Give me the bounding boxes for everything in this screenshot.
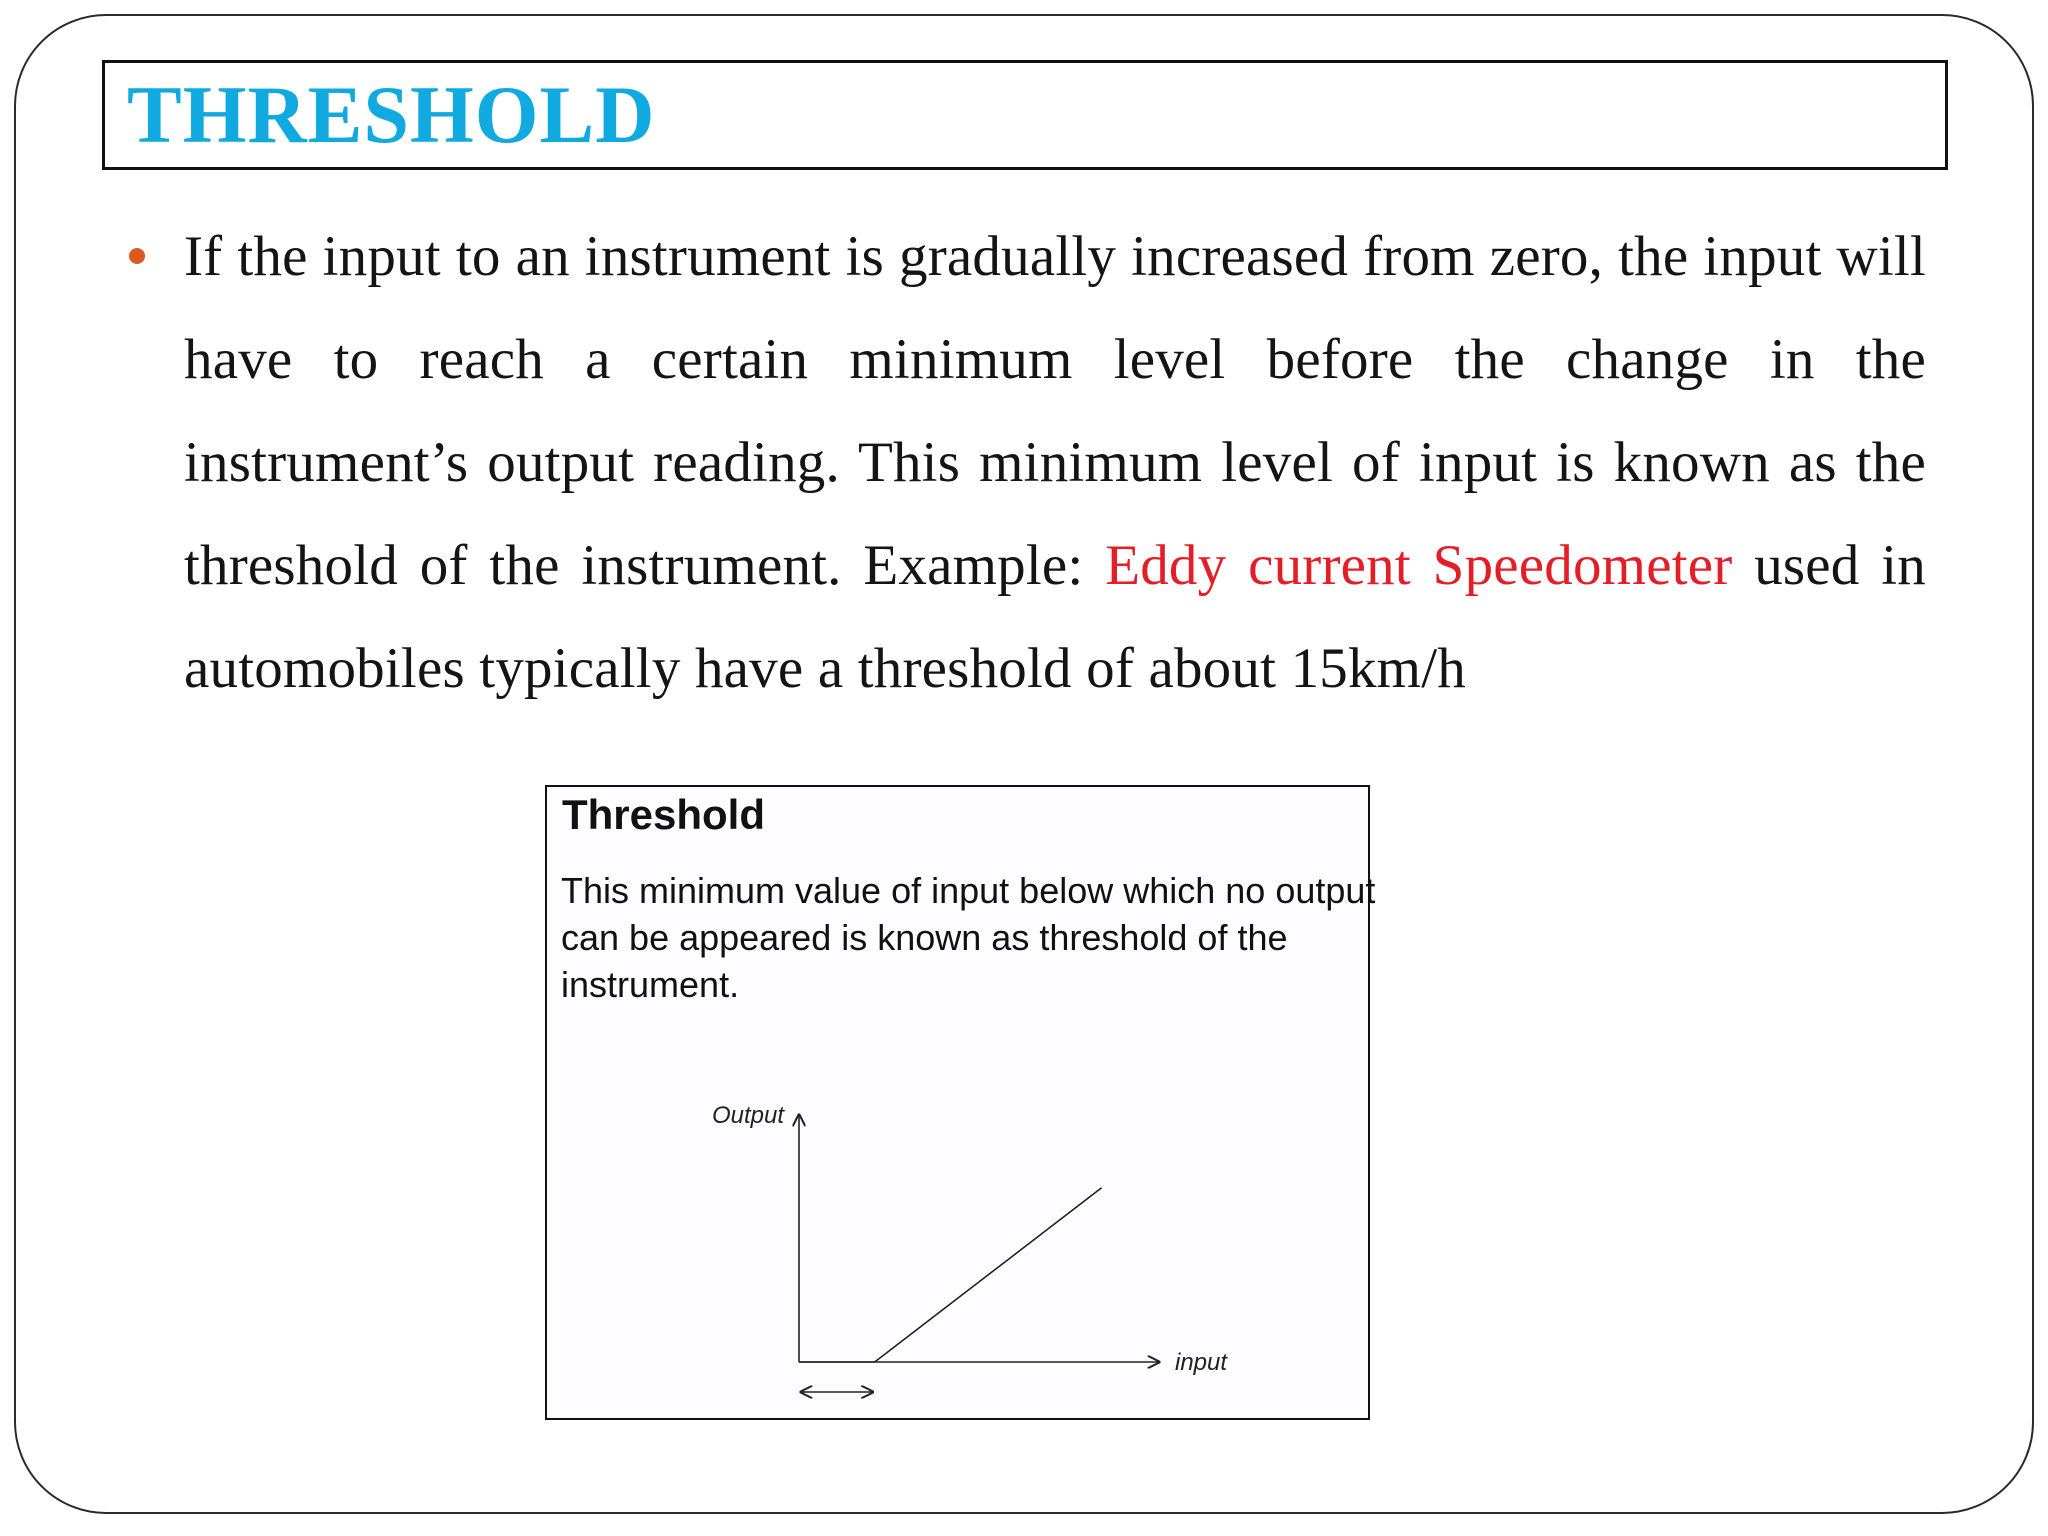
threshold-chart (547, 787, 1368, 1418)
paragraph-text-before: If the input to an instrument is gradually increased from zero, the input will have to reach a certain minimum level before the change in the instrument’s output reading. This minimum level of input is known as the threshold of the instrument. Example: (184, 225, 1926, 597)
x-axis-label: input (1175, 1349, 1228, 1376)
paragraph-text-after: used in automobiles typically have a threshold of about 15km/h (184, 534, 1926, 700)
figure-description: This minimum value of input below which no output can be appeared is known as threshold of the instrument. (561, 870, 1376, 1005)
paragraph-highlight: Eddy current Speedometer (1105, 534, 1733, 597)
y-axis-label: Output (711, 1102, 784, 1129)
figure-title: Threshold (562, 791, 766, 838)
bullet-dot (129, 248, 145, 264)
title-box (102, 60, 1948, 170)
bullet-paragraph (184, 205, 1926, 720)
output-line (799, 1188, 1102, 1362)
slide-title: THRESHOLD (127, 69, 656, 160)
threshold-figure (545, 785, 1376, 1420)
